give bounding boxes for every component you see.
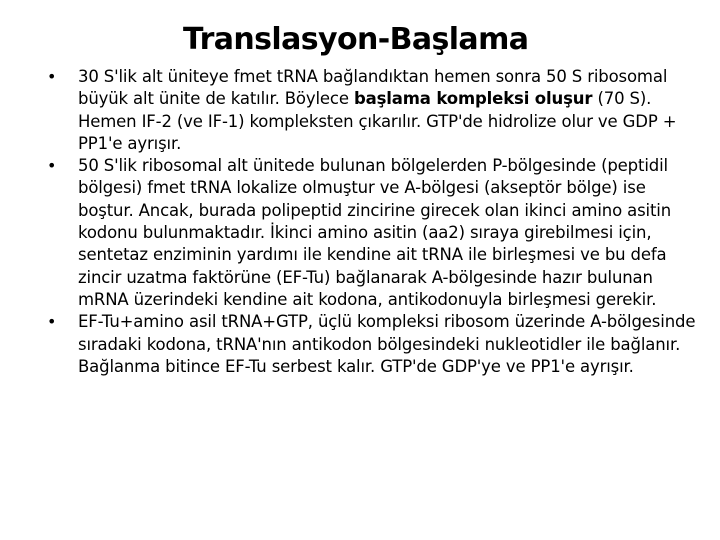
slide-title: Translasyon-Başlama [183, 22, 529, 57]
bullet-text: EF-Tu+amino asil tRNA+GTP, üçlü kompleksi ribosom üzerinde A-bölgesinde sıradaki kodona, tRNA'nın antikodon bölgesindeki nukleotidler ile bağlanır. Bağlanma bitince EF-Tu serbest kalır. GTP'de GDP'ye ve PP1'e ayrışır. [78, 312, 696, 376]
bullet-text-part: (70 S). Hemen IF-2 (ve IF-1) kompleksten çıkarılır. GTP'de hidrolize olur ve GDP + PP1'e ayrışır. [78, 89, 677, 153]
bullet-text: 50 S'lik ribosomal alt ünitede bulunan bölgelerden P-bölgesinde (peptidil bölgesi) fmet tRNA lokalize olmuştur ve A-bölgesi (akseptör bölge) ise boştur. Ancak, burada polipeptid zincirine girecek olan ikinci amino asitin kodonu bulunmaktadır. İkinci amino asitin (aa2) sıraya girebilmesi için, sentetaz enziminin yardımı ile kendine ait tRNA ile birleşmesi ve bu defa zincir uzatma faktörüne (EF-Tu) bağlanarak A-bölgesinde hazır bulunan mRNA üzerindeki kendine ait kodona, antikodonuyla birleşmesi gerekir. [78, 156, 672, 309]
bullet-item-2 [30, 155, 700, 311]
bullet-icon: • [47, 156, 57, 176]
bullet-text [78, 66, 700, 155]
bullet-text-part: 30 S'lik alt üniteye fmet tRNA bağlandıktan hemen sonra 50 S ribosomal büyük alt ünite de katılır. Böylece [78, 67, 668, 109]
bullet-bold-phrase: başlama kompleksi oluşur [353, 89, 593, 109]
bullet-list [30, 66, 700, 378]
bullet-icon: • [47, 67, 57, 86]
bullet-icon: • [47, 312, 57, 332]
bullet-item-3 [30, 311, 700, 378]
bullet-item-1 [30, 66, 700, 155]
